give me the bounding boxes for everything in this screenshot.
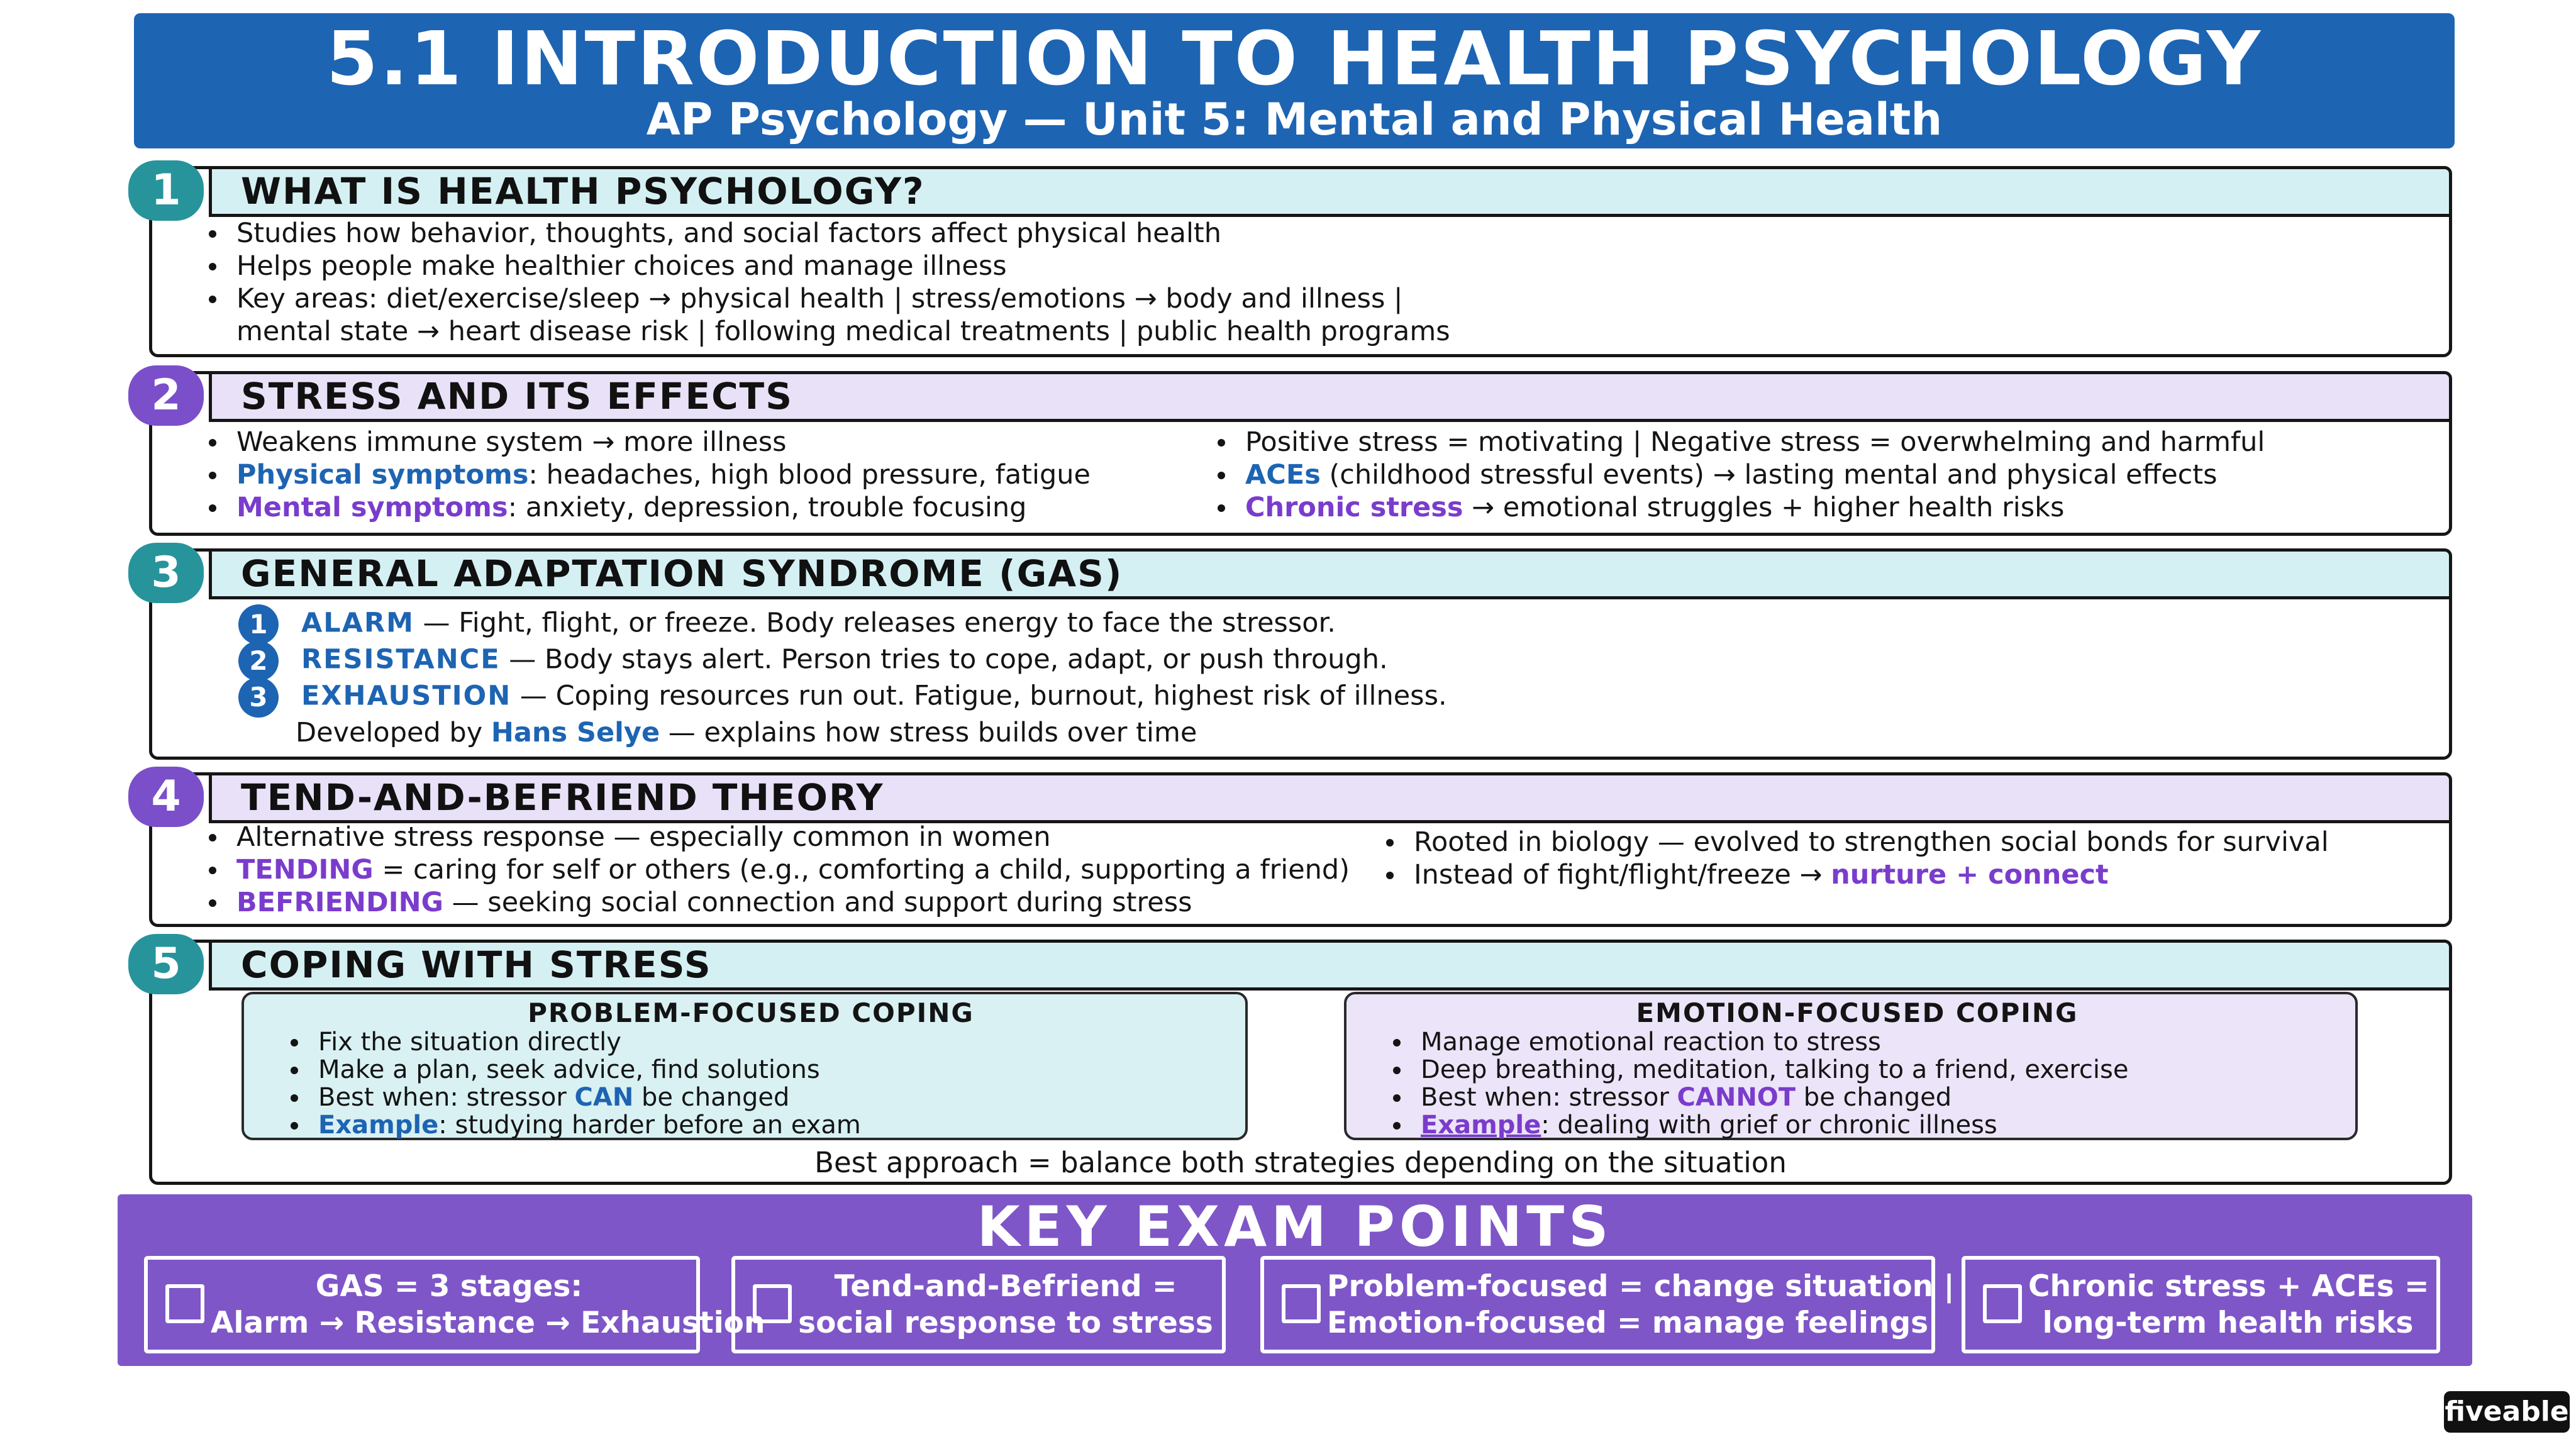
section-header-bar xyxy=(209,940,2452,991)
stage-label: EXHAUSTION xyxy=(301,680,512,712)
list-item: Studies how behavior, thoughts, and social factors affect physical health xyxy=(200,217,1450,250)
list-item: Example: dealing with grief or chronic illness xyxy=(1384,1111,2330,1139)
term-mental-symptoms: Mental symptoms xyxy=(236,492,508,523)
section-general-adaptation-syndrome xyxy=(149,548,2452,760)
term-hans-selye: Hans Selye xyxy=(491,717,660,748)
term-cannot: CANNOT xyxy=(1677,1083,1796,1112)
term-befriending: BEFRIENDING xyxy=(236,887,443,918)
stage-description: — Fight, flight, or freeze. Body releases energy to face the stressor. xyxy=(414,607,1336,639)
stage-label: ALARM xyxy=(301,607,414,639)
list-item: Example: studying harder before an exam xyxy=(282,1111,1220,1139)
section-body xyxy=(152,599,2449,757)
page-subtitle: AP Psychology — Unit 5: Mental and Physical Health xyxy=(646,94,1943,145)
key-point-card[interactable] xyxy=(144,1256,765,1353)
emotion-focused-coping-box xyxy=(1344,992,2358,1140)
key-exam-points-panel xyxy=(118,1194,2472,1366)
term-can: CAN xyxy=(574,1083,634,1112)
bullet-list xyxy=(1384,1028,2330,1139)
list-item: Make a plan, seek advice, find solutions xyxy=(282,1056,1220,1084)
stage-description: — Coping resources run out. Fatigue, burnout, highest risk of illness. xyxy=(511,680,1447,712)
section-tend-and-befriend xyxy=(149,772,2452,927)
section-header-bar xyxy=(209,166,2452,217)
list-item: TENDING = caring for self or others (e.g., comforting a child, supporting a friend) xyxy=(200,853,1350,886)
section-number-badge: 2 xyxy=(128,365,204,426)
list-item: Chronic stress → emotional struggles + higher health risks xyxy=(1209,491,2265,524)
key-point-text: Tend-and-Befriend = social response to stress xyxy=(798,1269,1213,1340)
term-nurture-connect: nurture + connect xyxy=(1831,859,2109,891)
bullet-list-right xyxy=(1377,826,2329,891)
section-body xyxy=(152,823,2449,924)
section-title: COPING WITH STRESS xyxy=(241,943,712,986)
bullet-list-left xyxy=(200,426,1091,524)
list-item-continuation: mental state → heart disease risk | following medical treatments | public health programs xyxy=(236,316,1450,347)
section-title: STRESS AND ITS EFFECTS xyxy=(241,375,794,418)
key-point-card[interactable] xyxy=(1260,1256,1955,1353)
section-number-badge: 5 xyxy=(128,934,204,994)
bullet-list xyxy=(282,1028,1220,1139)
bullet-list xyxy=(200,217,1450,348)
key-point-text: Problem-focused = change situation | Emotion-focused = manage feelings xyxy=(1327,1269,1955,1340)
stage-label: RESISTANCE xyxy=(301,643,501,675)
section-body xyxy=(152,217,2449,354)
section-header-bar xyxy=(209,371,2452,422)
list-item: Best when: stressor CANNOT be changed xyxy=(1384,1084,2330,1111)
page-header xyxy=(134,13,2455,148)
list-item: Helps people make healthier choices and manage illness xyxy=(200,250,1450,282)
coping-box-title: PROBLEM-FOCUSED COPING xyxy=(528,997,974,1028)
checkbox-icon[interactable] xyxy=(1282,1284,1321,1323)
bullet-list-right xyxy=(1209,426,2265,524)
problem-focused-coping-box xyxy=(242,992,1248,1140)
checkbox-icon[interactable] xyxy=(1983,1284,2022,1323)
list-item: BEFRIENDING — seeking social connection and support during stress xyxy=(200,886,1350,919)
section-number-badge: 4 xyxy=(128,767,204,827)
key-point-text: GAS = 3 stages: Alarm → Resistance → Exhaustion xyxy=(211,1269,765,1340)
list-item: Mental symptoms: anxiety, depression, trouble focusing xyxy=(200,491,1091,524)
fiveable-logo: fiveable xyxy=(2444,1391,2570,1433)
list-item: Manage emotional reaction to stress xyxy=(1384,1028,2330,1056)
key-point-card[interactable] xyxy=(1962,1256,2440,1353)
term-physical-symptoms: Physical symptoms xyxy=(236,459,529,491)
list-item: Instead of fight/flight/freeze → nurture + connect xyxy=(1377,858,2329,891)
section-coping-with-stress xyxy=(149,940,2452,1185)
gas-stage-alarm xyxy=(238,604,1336,645)
section-number-badge: 3 xyxy=(128,543,204,603)
term-aces: ACEs xyxy=(1245,459,1321,491)
section-header-bar xyxy=(209,548,2452,599)
list-item: Positive stress = motivating | Negative stress = overwhelming and harmful xyxy=(1209,426,2265,458)
list-item: Fix the situation directly xyxy=(282,1028,1220,1056)
section-title: WHAT IS HEALTH PSYCHOLOGY? xyxy=(241,170,925,213)
stage-number-badge: 2 xyxy=(238,641,279,681)
checkbox-icon[interactable] xyxy=(753,1284,792,1323)
section-stress-and-its-effects xyxy=(149,371,2452,536)
bullet-list-left xyxy=(200,821,1350,919)
list-item: Weakens immune system → more illness xyxy=(200,426,1091,458)
stage-number-badge: 1 xyxy=(238,604,279,645)
list-item: Alternative stress response — especially common in women xyxy=(200,821,1350,853)
list-item: ACEs (childhood stressful events) → lasting mental and physical effects xyxy=(1209,458,2265,491)
list-item: Deep breathing, meditation, talking to a friend, exercise xyxy=(1384,1056,2330,1084)
key-point-text: Chronic stress + ACEs = long-term health risks xyxy=(2028,1269,2429,1340)
section-body xyxy=(152,422,2449,533)
developed-by-line: Developed by Hans Selye — explains how stress builds over time xyxy=(296,717,1197,748)
coping-box-title: EMOTION-FOCUSED COPING xyxy=(1636,997,2079,1028)
section-title: GENERAL ADAPTATION SYNDROME (GAS) xyxy=(241,552,1123,595)
key-point-card[interactable] xyxy=(731,1256,1226,1353)
stage-number-badge: 3 xyxy=(238,677,279,718)
gas-stage-resistance xyxy=(238,641,1388,681)
list-item: Best when: stressor CAN be changed xyxy=(282,1084,1220,1111)
section-number-badge: 1 xyxy=(128,160,204,221)
section-what-is-health-psychology xyxy=(149,166,2452,357)
section-title: TEND-AND-BEFRIEND THEORY xyxy=(241,776,884,819)
term-chronic-stress: Chronic stress xyxy=(1245,492,1463,523)
term-tending: TENDING xyxy=(236,854,374,886)
term-example: Example xyxy=(1421,1111,1541,1140)
page-title: 5.1 INTRODUCTION TO HEALTH PSYCHOLOGY xyxy=(326,15,2263,102)
list-item: Rooted in biology — evolved to strengthen social bonds for survival xyxy=(1377,826,2329,858)
section-header-bar xyxy=(209,772,2452,823)
best-approach-note: Best approach = balance both strategies depending on the situation xyxy=(814,1146,1787,1179)
checkbox-icon[interactable] xyxy=(165,1284,204,1323)
stage-description: — Body stays alert. Person tries to cope, adapt, or push through. xyxy=(500,643,1388,675)
term-example: Example xyxy=(318,1111,439,1140)
key-exam-points-title: KEY EXAM POINTS xyxy=(977,1194,1613,1259)
list-item: Physical symptoms: headaches, high blood pressure, fatigue xyxy=(200,458,1091,491)
gas-stage-exhaustion xyxy=(238,677,1447,718)
list-item: Key areas: diet/exercise/sleep → physical health | stress/emotions → body and illness | xyxy=(200,282,1450,315)
